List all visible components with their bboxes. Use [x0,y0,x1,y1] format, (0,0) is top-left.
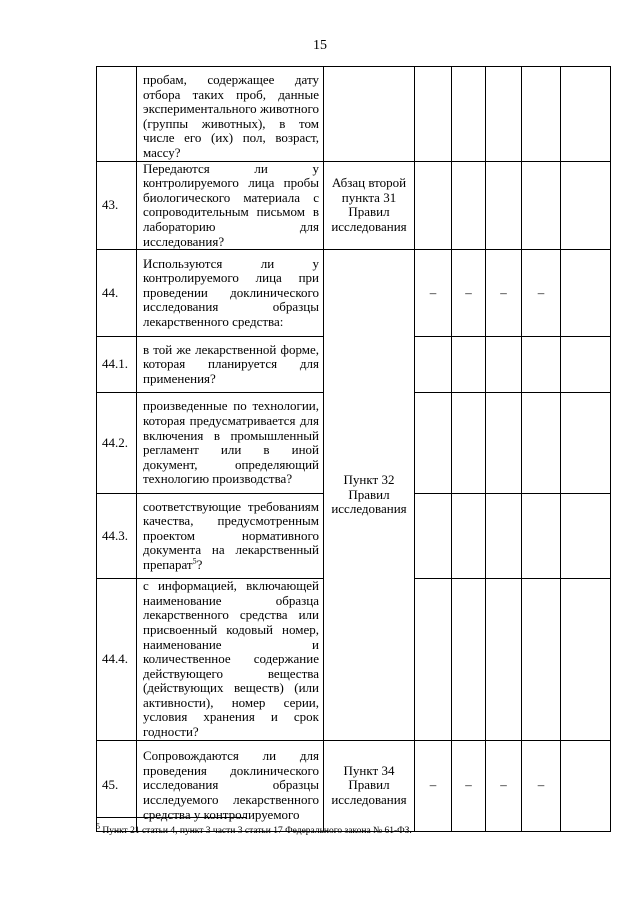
comment-cell [522,337,561,393]
extra-cell [561,494,611,579]
question-cell: с информацией, включающей наименование образца лекарственного средства или присвоенный кодовый номер, наименование и количественное содержание действующего вещества (действующих веществ) (или активности), номер серии, условия хранения и срок годности? [137,579,324,741]
extra-cell [561,161,611,250]
row-number [97,67,137,162]
answer-yes-cell [415,393,452,494]
comment-cell [522,67,561,162]
table-row [97,250,611,337]
question-cell [137,494,324,579]
row-number: 45. [97,740,137,831]
question-cell: Используются ли у контролируемого лица при проведении доклинического исследования образцы лекарственного средства: [137,250,324,337]
comment-cell [522,393,561,494]
answer-yes-cell [415,337,452,393]
checklist-table [96,66,611,832]
footnote-number: 5 [96,821,100,831]
question-end: ? [196,557,203,573]
row-number: 43. [97,161,137,250]
answer-no-cell: – [452,250,486,337]
footnote-text: Пункт 21 статьи 4, пункт 3 части 3 статьи 17 Федерального закона № 61-ФЗ. [100,826,412,836]
reference-cell: Абзац второй пункта 31 Правил исследования [324,161,415,250]
answer-yes-cell [415,67,452,162]
row-number: 44. [97,250,137,337]
answer-na-cell [486,161,522,250]
table-row [97,161,611,250]
extra-cell [561,579,611,741]
answer-na-cell [486,494,522,579]
row-number: 44.4. [97,579,137,741]
question-text: соответствующие требованиям качества, предусмотренным проектом нормативного документа на лекарственный препарат [143,498,319,573]
answer-no-cell [452,337,486,393]
footnote [96,821,412,836]
extra-cell [561,740,611,831]
question-cell: в той же лекарственной форме, которая планируется для применения? [137,337,324,393]
question-cell: Сопровождаются ли для проведения доклинического исследования образцы исследуемого лекарственного средства у контролируемого [137,740,324,831]
answer-yes-cell [415,494,452,579]
row-number: 44.2. [97,393,137,494]
comment-cell [522,494,561,579]
answer-na-cell [486,393,522,494]
footnote-divider [96,817,246,818]
answer-na-cell: – [486,740,522,831]
extra-cell [561,393,611,494]
answer-yes-cell: – [415,250,452,337]
question-cell: Передаются ли у контролируемого лица пробы биологического материала с сопроводительным письмом в лабораторию для исследования? [137,161,324,250]
reference-cell: Пункт 32 Правил исследования [324,250,415,741]
reference-cell: Пункт 34 Правил исследования [324,740,415,831]
answer-na-cell: – [486,250,522,337]
extra-cell [561,250,611,337]
comment-cell: – [522,740,561,831]
answer-na-cell [486,579,522,741]
comment-cell [522,161,561,250]
answer-no-cell [452,161,486,250]
comment-cell: – [522,250,561,337]
reference-cell [324,67,415,162]
row-number: 44.1. [97,337,137,393]
table-row [97,67,611,162]
answer-yes-cell [415,579,452,741]
footnote-marker: 5 [192,556,197,566]
answer-no-cell [452,494,486,579]
question-cell: пробам, содержащее дату отбора таких проб, данные экспериментального животного (группы животных), в том числе его (их) пол, возраст, массу? [137,67,324,162]
question-cell: произведенные по технологии, которая предусматривается для включения в промышленный регламент или в иной документ, определяющий технологию производства? [137,393,324,494]
answer-yes-cell [415,161,452,250]
answer-na-cell [486,67,522,162]
extra-cell [561,67,611,162]
answer-no-cell [452,579,486,741]
answer-no-cell: – [452,740,486,831]
page-number: 15 [313,38,327,53]
answer-na-cell [486,337,522,393]
row-number: 44.3. [97,494,137,579]
answer-yes-cell: – [415,740,452,831]
answer-no-cell [452,393,486,494]
extra-cell [561,337,611,393]
answer-no-cell [452,67,486,162]
comment-cell [522,579,561,741]
